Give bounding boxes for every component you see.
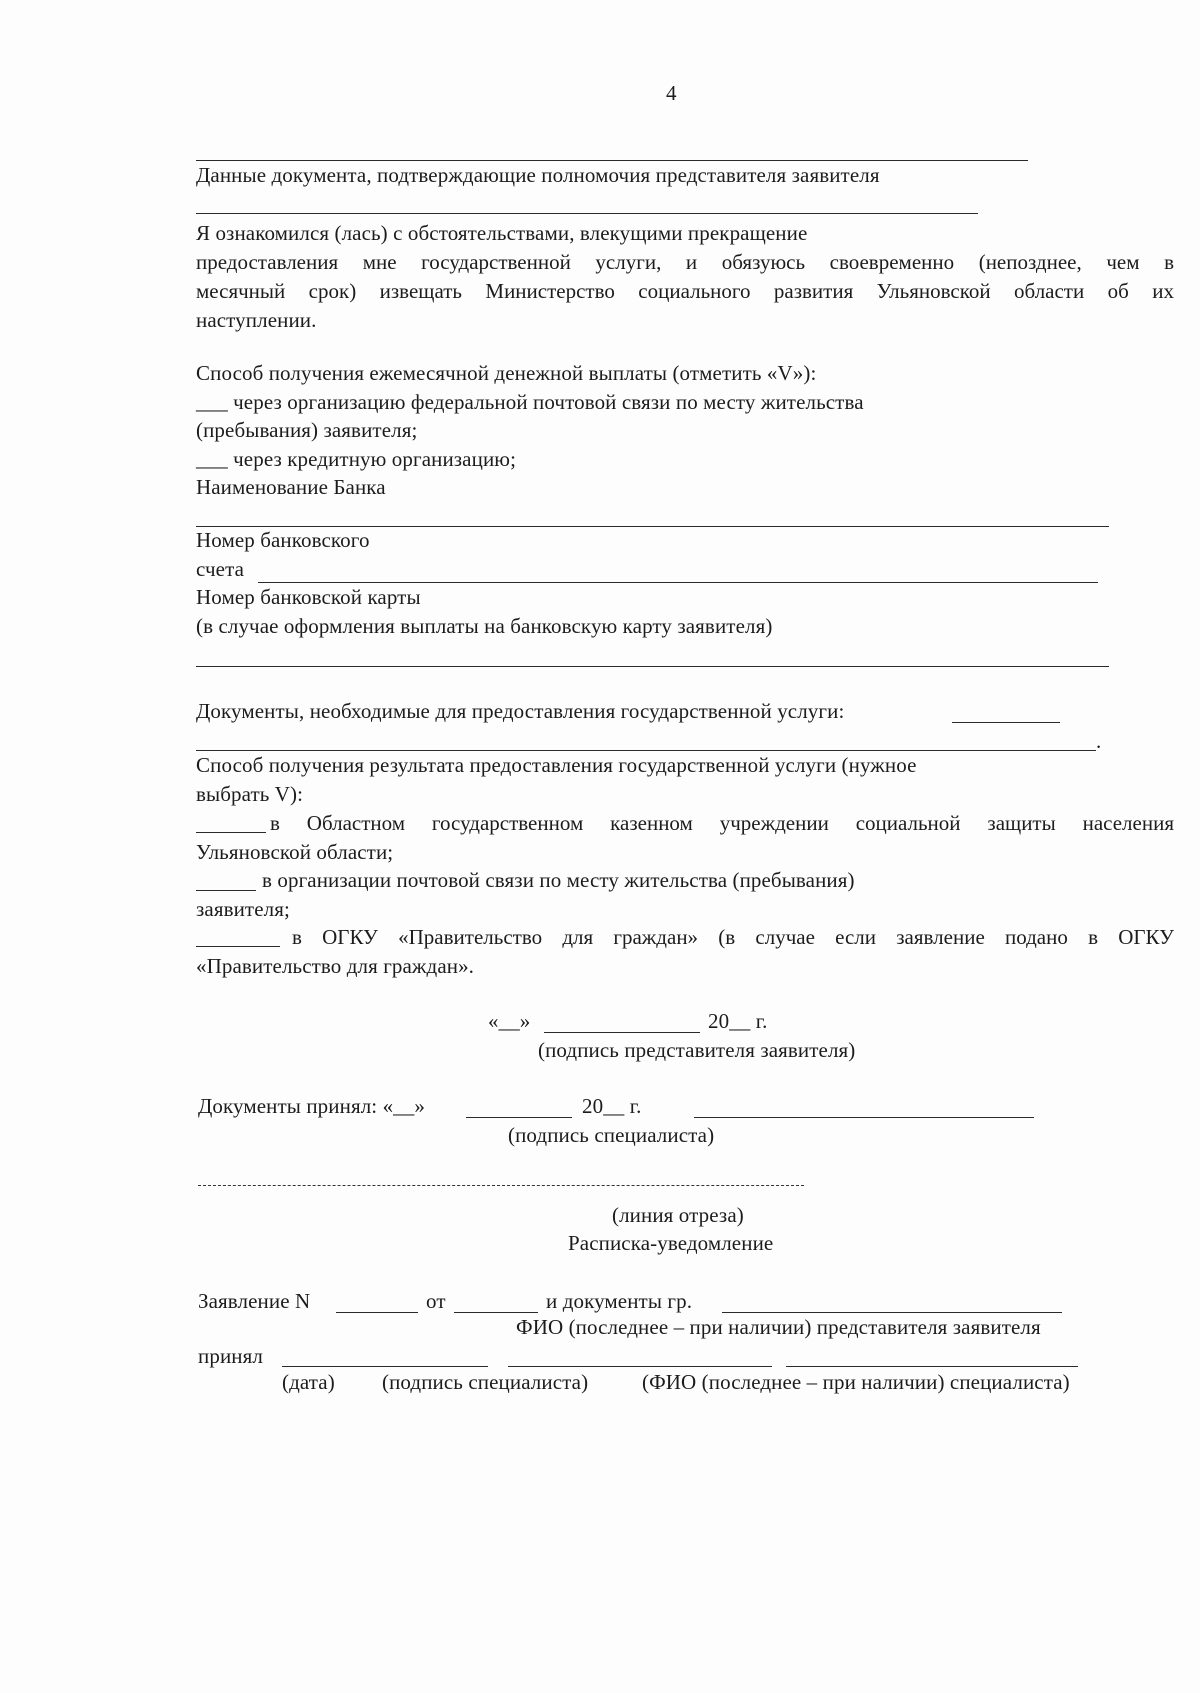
result-option-post-blank[interactable] [196, 890, 256, 891]
result-option-mfc-cont: «Правительство для граждан». [196, 954, 475, 978]
bank-name-label: Наименование Банка [196, 475, 386, 499]
result-option-office: в Областном государственном казенном учреждении социальной защиты населения [270, 811, 1174, 835]
payment-option-bank: ___ через кредитную организацию; [196, 447, 517, 471]
documents-end-mark: . [1096, 729, 1102, 753]
receipt-accepted-fio-field[interactable] [786, 1366, 1078, 1367]
receipt-date-caption: (дата) [282, 1370, 335, 1394]
acknowledgement-line-4: наступлении. [196, 308, 317, 332]
representative-date-year: 20__ г. [708, 1009, 768, 1033]
authority-line-top [196, 160, 1028, 161]
card-note: (в случае оформления выплаты на банковскую карту заявителя) [196, 614, 773, 638]
account-label: Номер банковского [196, 528, 370, 552]
payment-method-title: Способ получения ежемесячной денежной выплаты (отметить «V»): [196, 361, 817, 385]
authority-line-bottom [196, 213, 978, 214]
result-option-post-cont: заявителя; [196, 897, 290, 921]
accepted-label: Документы принял: «__» [198, 1094, 425, 1118]
receipt-accepted-label: принял [198, 1344, 263, 1368]
result-method-title-cont: выбрать V): [196, 782, 304, 806]
card-number-field[interactable] [196, 666, 1109, 667]
accepted-signature-field[interactable] [694, 1117, 1034, 1118]
payment-option-post: ___ через организацию федеральной почтовой связи по месту жительства [196, 390, 864, 414]
receipt-accepted-date-field[interactable] [282, 1366, 488, 1367]
receipt-accepted-signature-field[interactable] [508, 1366, 772, 1367]
acknowledgement-line-2: предоставления мне государственной услуги, и обязуюсь своевременно (непозднее, чем в [196, 250, 1174, 274]
result-method-title: Способ получения результата предоставления государственной услуги (нужное [196, 753, 917, 777]
authority-label: Данные документа, подтверждающие полномочия представителя заявителя [196, 163, 880, 187]
accepted-signature-caption: (подпись специалиста) [508, 1123, 715, 1147]
accepted-date-year: 20__ г. [582, 1094, 642, 1118]
receipt-signature-caption: (подпись специалиста) [382, 1370, 589, 1394]
page-number: 4 [666, 81, 677, 105]
representative-date-month-field[interactable] [544, 1032, 700, 1033]
receipt-fio-field[interactable] [722, 1312, 1062, 1313]
result-option-office-blank[interactable] [196, 832, 266, 833]
result-option-office-cont: Ульяновской области; [196, 840, 394, 864]
receipt-fio-caption: ФИО (последнее – при наличии) представителя заявителя [516, 1315, 1041, 1339]
receipt-date-field[interactable] [454, 1312, 538, 1313]
receipt-application-label: Заявление N [198, 1289, 311, 1313]
cut-line-caption: (линия отреза) [612, 1203, 744, 1227]
documents-label: Документы, необходимые для предоставления государственной услуги: [196, 699, 845, 723]
card-label: Номер банковской карты [196, 585, 421, 609]
cut-line [198, 1185, 804, 1186]
acknowledgement-line-3: месячный срок) извещать Министерство социального развития Ульяновской области об их [196, 279, 1174, 303]
account-label-cont: счета [196, 557, 245, 581]
receipt-application-number-field[interactable] [336, 1312, 418, 1313]
documents-field-inline[interactable] [952, 722, 1060, 723]
acknowledgement-line-1: Я ознакомился (лась) с обстоятельствами, влекущими прекращение [196, 221, 808, 245]
representative-date-day: «__» [488, 1009, 531, 1033]
result-option-mfc-blank[interactable] [196, 946, 280, 947]
account-number-field[interactable] [258, 582, 1098, 583]
receipt-from-label: от [426, 1289, 446, 1313]
result-option-post: в организации почтовой связи по месту жительства (пребывания) [262, 868, 855, 892]
receipt-title: Расписка-уведомление [568, 1231, 774, 1255]
receipt-specialist-fio-caption: (ФИО (последнее – при наличии) специалиста) [642, 1370, 1070, 1394]
receipt-docs-label: и документы гр. [546, 1289, 693, 1313]
accepted-date-month-field[interactable] [466, 1117, 572, 1118]
documents-field[interactable] [196, 750, 1096, 751]
representative-signature-caption: (подпись представителя заявителя) [538, 1038, 856, 1062]
result-option-mfc: в ОГКУ «Правительство для граждан» (в случае если заявление подано в ОГКУ [292, 925, 1174, 949]
payment-option-post-cont: (пребывания) заявителя; [196, 418, 418, 442]
